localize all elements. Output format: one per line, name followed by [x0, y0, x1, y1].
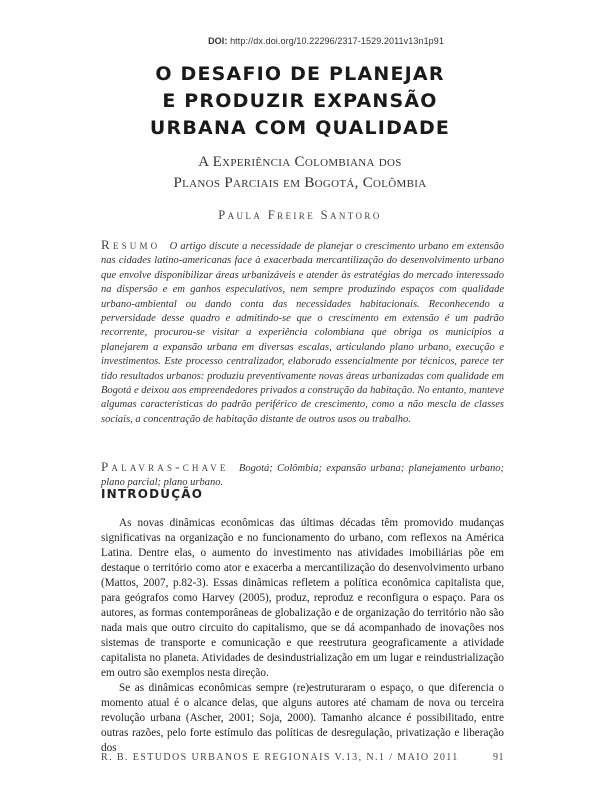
doi-link[interactable]: http://dx.doi.org/10.22296/2317-1529.2011v13n1p91 [230, 36, 444, 46]
subtitle-line-1: A Experiência Colombiana dos [198, 154, 402, 170]
article-title-line-2: E PRODUZIR EXPANSÃO [162, 90, 438, 112]
body-text [101, 516, 504, 756]
title-block [0, 62, 600, 223]
doi-line [208, 36, 444, 46]
abstract [101, 238, 504, 427]
keywords-label: Palavras-chave [101, 459, 229, 474]
abstract-label: Resumo [101, 237, 161, 252]
keywords-text: Bogotá; Colômbia; expansão urbana; planejamento urbano; plano parcial; plano urbano. [101, 463, 504, 489]
journal-citation: R. B. ESTUDOS URBANOS E REGIONAIS V.13, N.1 / MAIO 2011 [101, 752, 459, 763]
section-heading: INTRODUÇÃO [101, 487, 204, 501]
page-number: 91 [493, 752, 504, 763]
article-title-line-1: O DESAFIO DE PLANEJAR [155, 63, 445, 85]
abstract-text: O artigo discute a necessidade de planejar o crescimento urbano em extensão nas cidades latino-americanas face à exacerbada mercantilização do desenvolvimento urbano que envolve disponibilizar áreas urbanizáveis e atender às estratégias do mercado interessado na dispersão e em ganhos especulativos, nem sempre produzindo espaços com qualidade urbano-ambiental ou dando conta das necessidades habitacionais. Reconhecendo a perversidade desse quadro e admitindo-se que o crescimento em extensão é um padrão recorrente, procurou-se visitar a experiência colombiana que obriga os municípios a planejarem a expansão urbana em diversas escalas, articulando plano urbano, execução e investimentos. Este processo centralizador, elaborado essencialmente por técnicos, parece ter tido resultados urbanos: produziu preventivamente novas áreas urbanizadas com qualidade em Bogotá e deixou aos empreendedores privados a construção da habitação. No entanto, manteve algumas características do padrão periférico de crescimento, como a não mescla de classes sociais, a concentração de habitação distante de outros usos ou trabalho. [101, 241, 504, 425]
body-paragraph-1: As novas dinâmicas econômicas das últimas décadas têm promovido mudanças significativas na organização e no funcionamento do urbano, com reflexos na América Latina. Dentre elas, o aumento do investimento nas atividades imobiliárias põe em destaque o território como ator e exacerba a mercantilização do desenvolvimento urbano (Mattos, 2007, p.82-3). Essas dinâmicas refletem a política econômica capitalista que, para geógrafos como Harvey (2005), produz, reproduz e reconfigura o espaço. Para os autores, as formas contemporâneas de globalização e de organização do território não são nada mais que outro circuito do capitalismo, que se dá acompanhado de inovações nos sistemas de transporte e comunicação e que reestrutura geograficamente a atividade capitalista no planeta. Atividades de desindustrialização em um lugar e reindustrialização em outro são exemplos nesta direção. [101, 517, 504, 679]
subtitle-line-2: Planos Parciais em Bogotá, Colômbia [173, 175, 427, 191]
article-subtitle [0, 152, 600, 194]
body-paragraph-2: Se as dinâmicas econômicas sempre (re)estruturaram o espaço, o que diferencia o momento atual é o alcance delas, que alguns autores até chamam de nova ou terceira revolução urbana (Ascher, 2001; Soja, 2000). Tamanho alcance é possibilitado, entre outras razões, pelo forte estímulo das políticas de desregulação, privatização e liberação dos [101, 682, 504, 754]
doi-label: DOI: [208, 36, 228, 46]
author-name: Paula Freire Santoro [218, 208, 382, 222]
article-title-line-3: URBANA COM QUALIDADE [149, 117, 451, 139]
